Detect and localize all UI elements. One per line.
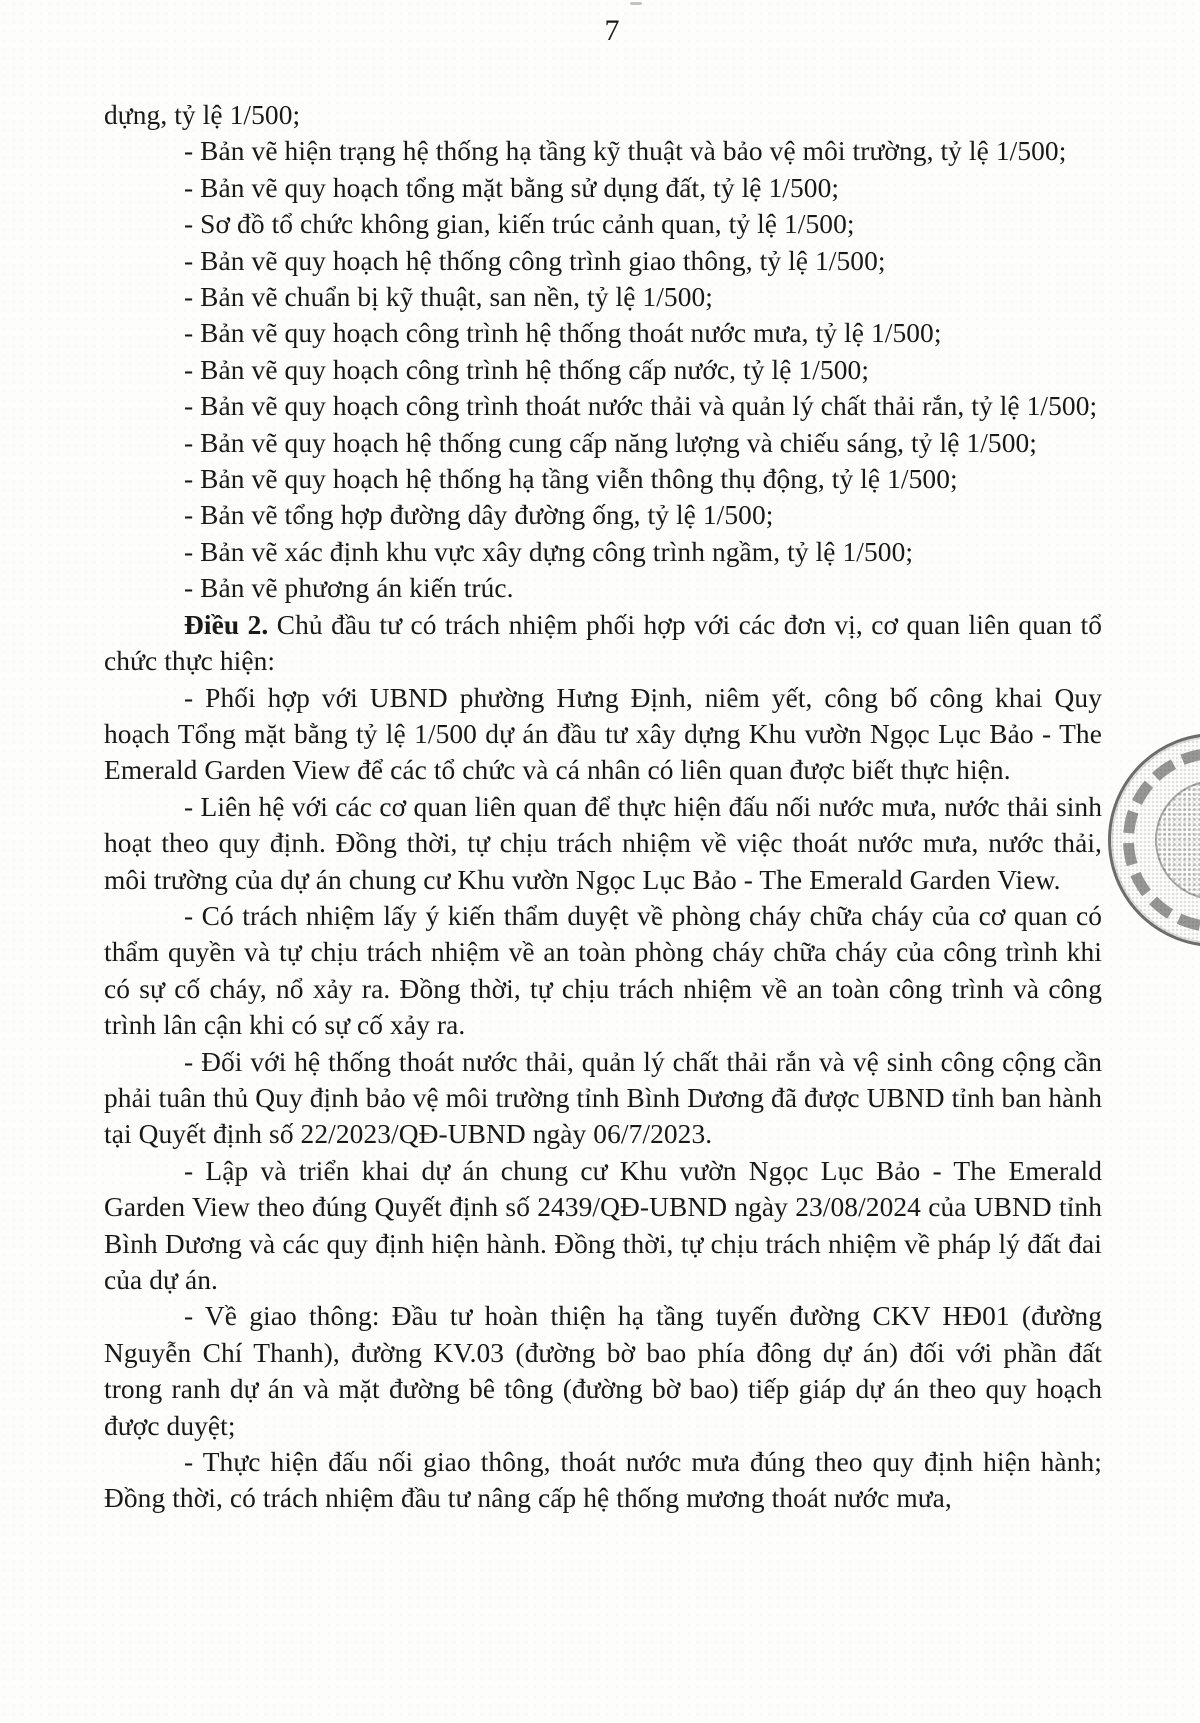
paragraph: - Bản vẽ quy hoạch hệ thống cung cấp năng lượng và chiếu sáng, tỷ lệ 1/500; — [184, 427, 1038, 458]
paragraph: - Bản vẽ quy hoạch công trình thoát nước thải và quản lý chất thải rắn, tỷ lệ 1/500; — [184, 391, 1098, 422]
paragraph: - Liên hệ với các cơ quan liên quan để thực hiện đấu nối nước mưa, nước thải sinh hoạt theo quy định. Đồng thời, tự chịu trách nhiệm về việc thoát nước mưa, nước thải, môi trường của dự án chung cư Khu vườn Ngọc Lục Bảo - The Emerald Garden View. — [104, 791, 1102, 895]
paragraph: - Phối hợp với UBND phường Hưng Định, niêm yết, công bố công khai Quy hoạch Tổng mặt bằng tỷ lệ 1/500 dự án đầu tư xây dựng Khu vườn Ngọc Lục Bảo - The Emerald Garden View để các tổ chức và cá nhân có liên quan được biết thực hiện. — [104, 682, 1102, 786]
paragraph: - Bản vẽ tổng hợp đường dây đường ống, tỷ lệ 1/500; — [184, 500, 774, 531]
paragraph: - Bản vẽ quy hoạch hệ thống công trình giao thông, tỷ lệ 1/500; — [184, 245, 886, 276]
paragraph: - Thực hiện đấu nối giao thông, thoát nước mưa đúng theo quy định hiện hành; Đồng thời, có trách nhiệm đầu tư nâng cấp hệ thống mương thoát nước mưa, — [104, 1447, 1102, 1514]
document-body — [104, 97, 1102, 1517]
paragraph: - Bản vẽ chuẩn bị kỹ thuật, san nền, tỷ lệ 1/500; — [184, 282, 714, 313]
paragraph: - Bản vẽ quy hoạch hệ thống hạ tầng viễn thông thụ động, tỷ lệ 1/500; — [184, 464, 958, 495]
paragraph: - Bản vẽ quy hoạch công trình hệ thống thoát nước mưa, tỷ lệ 1/500; — [184, 318, 942, 349]
paragraph: - Đối với hệ thống thoát nước thải, quản lý chất thải rắn và vệ sinh công cộng cần phải tuân thủ Quy định bảo vệ môi trường tỉnh Bình Dương đã được UBND tỉnh ban hành tại Quyết định số 22/2023/QĐ-UBND ngày 06/7/2023. — [104, 1046, 1102, 1150]
paragraph: - Bản vẽ quy hoạch công trình hệ thống cấp nước, tỷ lệ 1/500; — [184, 354, 870, 385]
paragraph: - Bản vẽ phương án kiến trúc. — [184, 573, 514, 604]
paragraph: - Bản vẽ quy hoạch tổng mặt bằng sử dụng đất, tỷ lệ 1/500; — [184, 172, 840, 203]
paragraph: - Sơ đồ tổ chức không gian, kiến trúc cảnh quan, tỷ lệ 1/500; — [184, 209, 855, 240]
page-number: 7 — [604, 14, 620, 47]
scan-artifact — [630, 2, 642, 5]
paragraph: - Bản vẽ xác định khu vực xây dựng công trình ngầm, tỷ lệ 1/500; — [184, 536, 914, 567]
paragraph: - Có trách nhiệm lấy ý kiến thẩm duyệt về phòng cháy chữa cháy của cơ quan có thẩm quyền và tự chịu trách nhiệm về an toàn phòng cháy chữa cháy của công trình khi có sự cố cháy, nổ xảy ra. Đồng thời, tự chịu trách nhiệm về an toàn công trình và công trình lân cận khi có sự cố xảy ra. — [104, 900, 1102, 1041]
paragraph: - Về giao thông: Đầu tư hoàn thiện hạ tầng tuyến đường CKV HĐ01 (đường Nguyễn Chí Thanh), đường KV.03 (đường bờ bao phía đông dự án) đối với phần đất trong ranh dự án và mặt đường bê tông (đường bờ bao) tiếp giáp dự án theo quy hoạch được duyệt; — [104, 1301, 1102, 1441]
paragraph: - Bản vẽ hiện trạng hệ thống hạ tầng kỹ thuật và bảo vệ môi trường, tỷ lệ 1/500; — [184, 136, 1067, 167]
paragraph: - Lập và triển khai dự án chung cư Khu vườn Ngọc Lục Bảo - The Emerald Garden View theo đúng Quyết định số 2439/QĐ-UBND ngày 23/08/2024 của UBND tỉnh Bình Dương và các quy định hiện hành. Đồng thời, tự chịu trách nhiệm về pháp lý đất đai của dự án. — [104, 1155, 1102, 1295]
seal-stamp — [1108, 733, 1200, 947]
article-label: Điều 2. — [184, 609, 269, 640]
article-paragraph: Điều 2. Chủ đầu tư có trách nhiệm phối hợp với các đơn vị, cơ quan liên quan tổ chức thực hiện: — [104, 609, 1102, 677]
paragraph: dựng, tỷ lệ 1/500; — [104, 100, 301, 130]
